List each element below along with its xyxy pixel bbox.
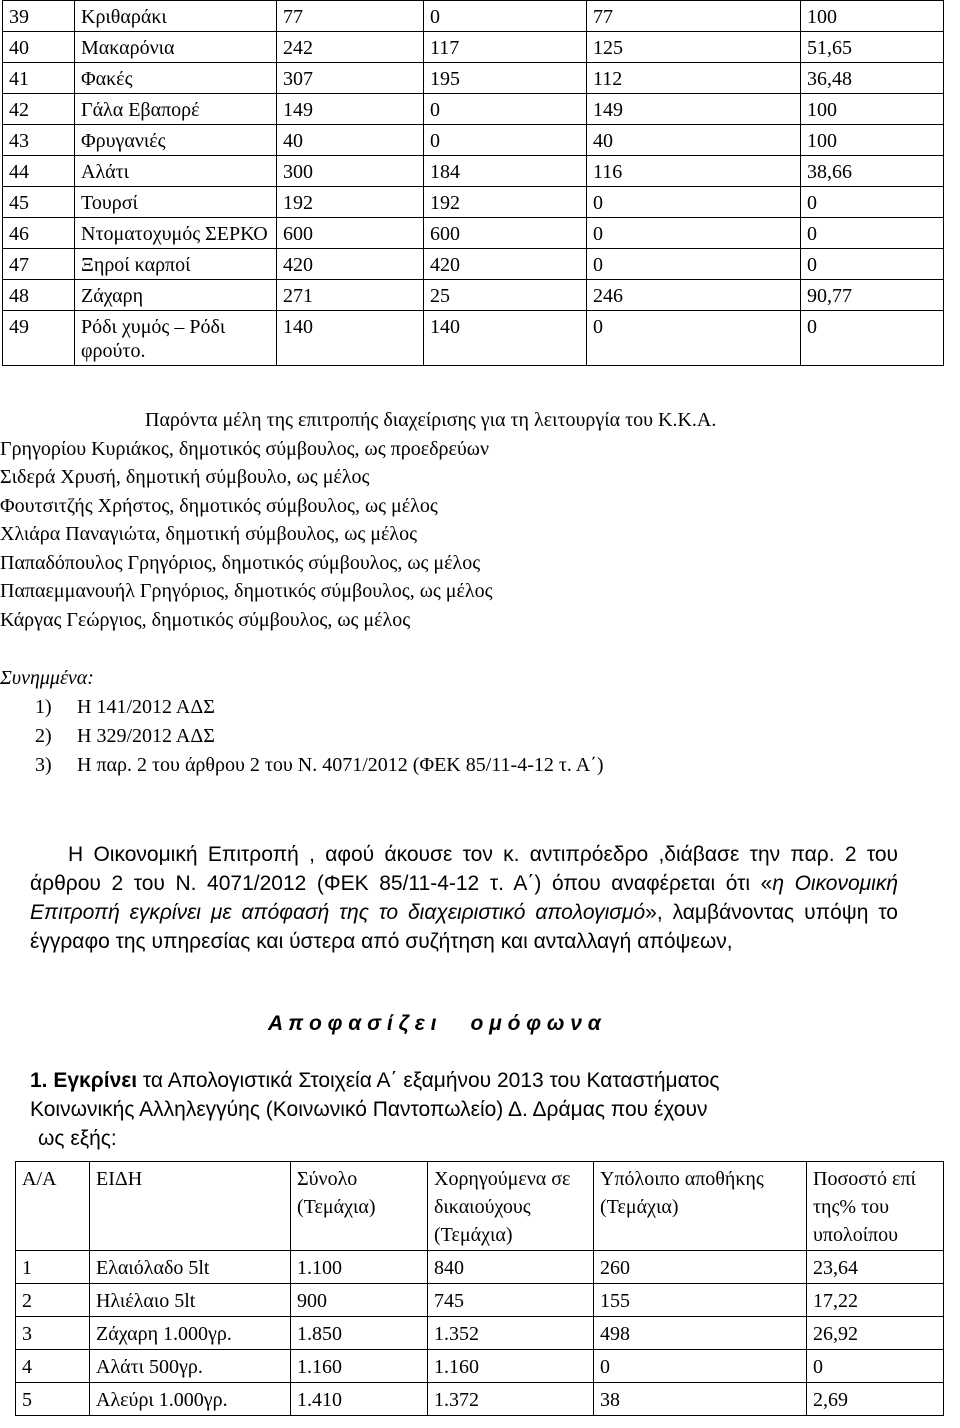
column-header: Α/Α	[16, 1162, 90, 1251]
table-cell: 100	[801, 125, 944, 156]
table-cell: 44	[3, 156, 75, 187]
table-cell: 307	[277, 63, 424, 94]
attachment-item	[0, 722, 604, 751]
table-cell: 40	[277, 125, 424, 156]
column-header: Σύνολο (Τεμάχια)	[291, 1162, 428, 1251]
table-cell: 0	[807, 1350, 944, 1383]
table-cell: 48	[3, 280, 75, 311]
attachment-text: Η 329/2012 ΑΔΣ	[77, 725, 215, 747]
table-cell: 77	[587, 1, 801, 32]
decides-word: Α π ο φ α σ ί ζ ε ι	[268, 1012, 437, 1035]
table-row	[16, 1284, 944, 1317]
table-cell: 2	[16, 1284, 90, 1317]
approves-bold: 1. Εγκρίνει	[30, 1069, 138, 1092]
table-cell: Γάλα Εβαπορέ	[75, 94, 277, 125]
table-row	[3, 125, 944, 156]
table-cell: 26,92	[807, 1317, 944, 1350]
table-cell: 38,66	[801, 156, 944, 187]
table-cell: 45	[3, 187, 75, 218]
table-cell: Ζάχαρη	[75, 280, 277, 311]
table-cell: Ντοματοχυμός ΣΕΡΚΟ	[75, 218, 277, 249]
table-cell: 23,64	[807, 1251, 944, 1284]
table-cell: 3	[16, 1317, 90, 1350]
approval-text	[30, 1066, 930, 1153]
table-row	[3, 280, 944, 311]
table-row	[3, 187, 944, 218]
table-row	[3, 311, 944, 366]
attachment-number: 3)	[35, 754, 52, 776]
table-row	[16, 1251, 944, 1284]
table-cell: 0	[801, 311, 944, 366]
table-cell: 600	[277, 218, 424, 249]
member-item: Σιδερά Χρυσή, δημοτική σύμβουλο, ως μέλος	[0, 466, 370, 488]
table-cell: 184	[424, 156, 587, 187]
attachments	[0, 664, 604, 780]
table-row	[3, 32, 944, 63]
table-cell: 100	[801, 94, 944, 125]
table-cell: 90,77	[801, 280, 944, 311]
table-cell: 420	[277, 249, 424, 280]
table-cell: 0	[801, 218, 944, 249]
table-cell: 140	[424, 311, 587, 366]
table-cell: 47	[3, 249, 75, 280]
table-cell: 149	[277, 94, 424, 125]
table-cell: 0	[801, 187, 944, 218]
table-cell: 0	[424, 1, 587, 32]
member-item: Γρηγορίου Κυριάκος, δημοτικός σύμβουλος, ως προεδρεύων	[0, 437, 490, 460]
table-cell: 260	[594, 1251, 807, 1284]
table-row	[3, 63, 944, 94]
table-cell: 192	[424, 187, 587, 218]
table-cell: Φρυγανιές	[75, 125, 277, 156]
attachment-number: 2)	[35, 725, 52, 747]
table-cell: 42	[3, 94, 75, 125]
members-heading: Παρόντα μέλη της επιτροπής διαχείρισης για τη λειτουργία του Κ.Κ.Α.	[145, 409, 717, 431]
table-cell: 1	[16, 1251, 90, 1284]
table-cell: 39	[3, 1, 75, 32]
member-item: Χλιάρα Παναγιώτα, δημοτική σύμβουλος, ως μέλος	[0, 523, 418, 545]
table-cell: 36,48	[801, 63, 944, 94]
table-cell: 155	[594, 1284, 807, 1317]
attachment-text: Η 141/2012 ΑΔΣ	[77, 696, 215, 718]
table-cell: 5	[16, 1383, 90, 1416]
table-cell: 900	[291, 1284, 428, 1317]
table-cell: 0	[801, 249, 944, 280]
table-cell: Ζάχαρη 1.000γρ.	[90, 1317, 291, 1350]
table-cell: 49	[3, 311, 75, 366]
table-cell: Ελαιόλαδο 5lt	[90, 1251, 291, 1284]
table-cell: Φακές	[75, 63, 277, 94]
table-cell: 125	[587, 32, 801, 63]
table-row	[16, 1383, 944, 1416]
table-cell: 4	[16, 1350, 90, 1383]
column-header: Υπόλοιπο αποθήκης (Τεμάχια)	[594, 1162, 807, 1251]
member-item: Φουτσιτζής Χρήστος, δημοτικός σύμβουλος, ως μέλος	[0, 494, 438, 517]
table-header-row	[16, 1162, 944, 1251]
table-cell: Ηλιέλαιο 5lt	[90, 1284, 291, 1317]
table-cell: Μακαρόνια	[75, 32, 277, 63]
table-row	[3, 249, 944, 280]
table-cell: 25	[424, 280, 587, 311]
approval-line-3: ως εξής:	[38, 1127, 117, 1150]
table-cell: 46	[3, 218, 75, 249]
table-cell: 40	[587, 125, 801, 156]
table-cell: 0	[587, 311, 801, 366]
table-cell: 600	[424, 218, 587, 249]
table-cell: 0	[587, 187, 801, 218]
table-cell: 271	[277, 280, 424, 311]
table-cell: 112	[587, 63, 801, 94]
member-item: Παπαεμμανουήλ Γρηγόριος, δημοτικός σύμβουλος, ως μέλος	[0, 580, 493, 602]
table-cell: 2,69	[807, 1383, 944, 1416]
table-cell: 1.352	[428, 1317, 594, 1350]
table-cell: 41	[3, 63, 75, 94]
table-cell: 0	[587, 249, 801, 280]
table-cell: 0	[424, 125, 587, 156]
table-cell: 246	[587, 280, 801, 311]
table-cell: 300	[277, 156, 424, 187]
table-cell: Αλάτι	[75, 156, 277, 187]
attachment-item	[0, 693, 604, 722]
table-row	[16, 1350, 944, 1383]
table-row	[3, 156, 944, 187]
decision-paragraph	[30, 840, 898, 956]
attachment-text: Η παρ. 2 του άρθρου 2 του Ν. 4071/2012 (ΦΕΚ 85/11-4-12 τ. Α΄)	[77, 754, 604, 776]
member-item: Παπαδόπουλος Γρηγόριος, δημοτικός σύμβουλος, ως μέλος	[0, 551, 481, 574]
table-cell: 43	[3, 125, 75, 156]
table-cell: Κριθαράκι	[75, 1, 277, 32]
table-cell: 192	[277, 187, 424, 218]
table-cell: 1.372	[428, 1383, 594, 1416]
approval-line-2: Κοινωνικής Αλληλεγγύης (Κοινωνικό Παντοπωλείο) Δ. Δράμας που έχουν	[30, 1098, 708, 1121]
decides-heading	[268, 1012, 601, 1036]
table-cell: 1.160	[291, 1350, 428, 1383]
table-cell: 117	[424, 32, 587, 63]
table-cell: 1.160	[428, 1350, 594, 1383]
table-cell: 498	[594, 1317, 807, 1350]
table-cell: Ρόδι χυμός – Ρόδι φρούτο.	[75, 311, 277, 366]
table-cell: Ξηροί καρποί	[75, 249, 277, 280]
table-cell: 51,65	[801, 32, 944, 63]
attachment-number: 1)	[35, 696, 52, 718]
column-header: ΕΙΔΗ	[90, 1162, 291, 1251]
table-cell: 745	[428, 1284, 594, 1317]
table-cell: 242	[277, 32, 424, 63]
summary-table	[15, 1161, 944, 1416]
decision-quote: η Οικονομική Επιτροπή εγκρίνει με απόφασή της το διαχειριστικό απολογισμό	[30, 872, 898, 924]
table-cell: Αλάτι 500γρ.	[90, 1350, 291, 1383]
table-cell: 0	[594, 1350, 807, 1383]
table-cell: 1.100	[291, 1251, 428, 1284]
table-cell: 77	[277, 1, 424, 32]
table-cell: 40	[3, 32, 75, 63]
approval-line-1: τα Απολογιστικά Στοιχεία Α΄ εξαμήνου 2013 του Καταστήματος	[137, 1069, 720, 1092]
table-cell: 195	[424, 63, 587, 94]
column-header: Ποσοστό επί της% του υπολοίπου	[807, 1162, 944, 1251]
decision-text-end: », λαμβάνοντας υπόψη το έγγραφο της υπηρεσίας και ύστερα από συζήτηση και ανταλλαγή απόψεων,	[30, 901, 898, 953]
column-header: Χορηγούμενα σε δικαιούχους (Τεμάχια)	[428, 1162, 594, 1251]
attachment-item	[0, 751, 604, 780]
committee-members	[0, 406, 950, 634]
table-row	[3, 218, 944, 249]
table-cell: 149	[587, 94, 801, 125]
table-cell: 0	[587, 218, 801, 249]
unanimously-word: ο μ ό φ ω ν α	[470, 1012, 601, 1035]
table-cell: 38	[594, 1383, 807, 1416]
table-cell: 17,22	[807, 1284, 944, 1317]
table-cell: 1.410	[291, 1383, 428, 1416]
attachments-label: Συνημμένα:	[0, 667, 94, 689]
table-cell: 840	[428, 1251, 594, 1284]
table-cell: Αλεύρι 1.000γρ.	[90, 1383, 291, 1416]
decision-text-start: Η Οικονομική Επιτροπή , αφού άκουσε τον κ. αντιπρόεδρο ,διάβασε την παρ. 2 του άρθρου 2 του Ν. 4071/2012 (ΦΕΚ 85/11-4-12 τ. Α΄) όπου αναφέρεται ότι «	[30, 843, 898, 895]
table-row	[16, 1317, 944, 1350]
table-cell: 420	[424, 249, 587, 280]
member-item: Κάργας Γεώργιος, δημοτικός σύμβουλος, ως μέλος	[0, 608, 411, 631]
table-cell: Τουρσί	[75, 187, 277, 218]
table-row	[3, 94, 944, 125]
table-cell: 116	[587, 156, 801, 187]
table-cell: 140	[277, 311, 424, 366]
table-cell: 0	[424, 94, 587, 125]
table-cell: 1.850	[291, 1317, 428, 1350]
table-row	[3, 1, 944, 32]
table-cell: 100	[801, 1, 944, 32]
stock-table-continued	[2, 0, 944, 366]
